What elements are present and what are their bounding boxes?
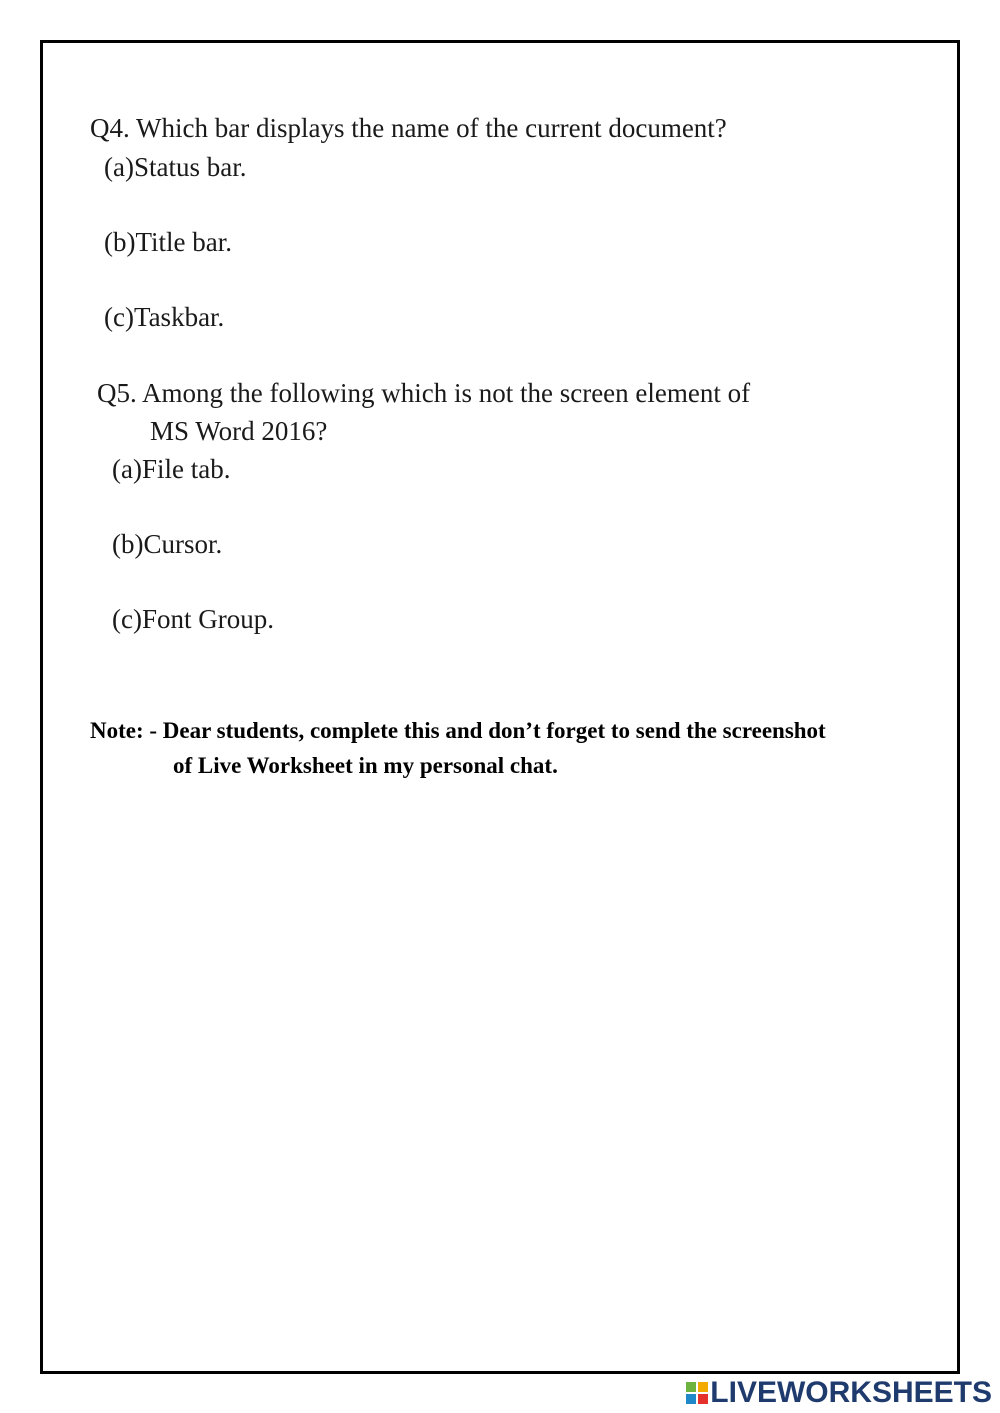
logo-square-blue <box>686 1394 696 1404</box>
q5-option-c: (c)Font Group. <box>112 604 274 634</box>
q4-question: Q4. Which bar displays the name of the current document? <box>90 113 727 143</box>
q5-option-a: (a)File tab. <box>112 454 231 484</box>
note-line1: Note: - Dear students, complete this and don’t forget to send the screenshot <box>90 718 826 743</box>
logo-square-yellow <box>698 1382 708 1392</box>
note-line2: of Live Worksheet in my personal chat. <box>173 753 558 778</box>
liveworksheets-brand[interactable] <box>686 1376 992 1410</box>
q4-option-a: (a)Status bar. <box>104 152 247 182</box>
logo-square-green <box>686 1382 696 1392</box>
logo-square-red <box>698 1394 708 1404</box>
q5-question-line2: MS Word 2016? <box>150 416 328 446</box>
q5-option-b: (b)Cursor. <box>112 529 223 559</box>
q4-option-b: (b)Title bar. <box>104 227 232 257</box>
brand-name: LIVEWORKSHEETS <box>710 1376 992 1409</box>
liveworksheets-logo-icon <box>686 1382 708 1404</box>
q5-question-line1: Q5. Among the following which is not the screen element of <box>97 378 751 408</box>
q4-option-c: (c)Taskbar. <box>104 302 225 332</box>
